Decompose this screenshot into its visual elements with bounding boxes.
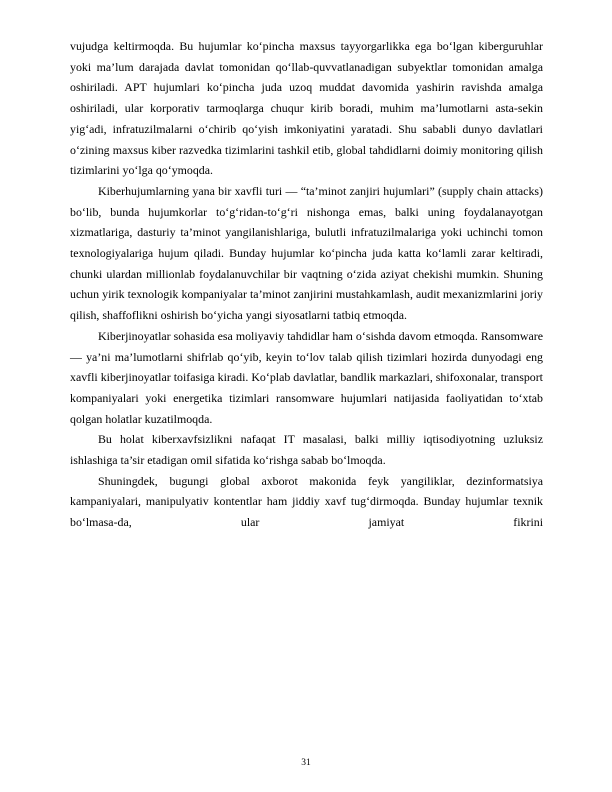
paragraph-2: Kiberhujumlarning yana bir xavfli turi — “ta’minot zanjiri hujumlari” (supply chain attacks) bo‘lib, bunda hujumkorlar to‘g‘ridan-to‘g‘ri nishonga emas, balki uning foydalanayotgan xizmatlariga, dasturiy ta’minot yangilanishlariga, bulutli infratuzilmalariga yoki uchinchi tomon texnologiyalariga hujum qiladi. Bunday hujumlar ko‘pincha juda katta ko‘lamli zarar keltiradi, chunki ulardan millionlab foydalanuvchilar bir vaqtning o‘zida aziyat chekishi mumkin. Shuning uchun yirik texnologik kompaniyalar ta’minot zanjirini mustahkamlash, audit mexanizmlarini joriy qilish, shaffoflikni oshirish bo‘yicha yangi siyosatlarni tatbiq etmoqda.	[70, 183, 543, 323]
paragraph-3: Kiberjinoyatlar sohasida esa moliyaviy tahdidlar ham o‘sishda davom etmoqda. Ransomware — ya’ni ma’lumotlarni shifrlab qo‘yib, keyin to‘lov talab qilish tizimlari hozirda dunyodagi eng xavfli kiberjinoyatlar toifasiga kiradi. Ko‘plab davlatlar, bandlik markazlari, shifoxonalar, transport kompaniyalari yoki energetika tizimlari ransomware hujumlari natijasida faoliyatidan to‘xtab qolgan holatlar kuzatilmoqda.	[70, 328, 543, 426]
page-number: 31	[301, 758, 311, 768]
paragraph-5: Shuningdek, bugungi global axborot makonida feyk yangiliklar, dezinformatsiya kampaniyalari, manipulyativ kontentlar ham jiddiy xavf tug‘dirmoqda. Bunday hujumlar texnik bo‘lmasa-da, ular jamiyat fikrini	[70, 473, 543, 530]
paragraph-4: Bu holat kiberxavfsizlikni nafaqat IT masalasi, balki milliy iqtisodiyotning uzluksiz ishlashiga ta’sir etadigan omil sifatida ko‘rishga sabab bo‘lmoqda.	[70, 432, 543, 468]
document-page	[70, 36, 543, 533]
paragraph-1: vujudga keltirmoqda. Bu hujumlar ko‘pincha maxsus tayyorgarlikka ega bo‘lgan kiberguruhlar yoki ma’lum darajada davlat tomonidan qo‘llab-quvvatlanadigan subyektlar tomonidan amalga oshiriladi. APT hujumlari ko‘pincha juda uzoq muddat davomida yashirin ravishda amalga oshiriladi, ular korporativ tarmoqlarga chuqur kirib boradi, muhim ma’lumotlarni asta-sekin yig‘adi, infratuzilmalarni o‘chirib qo‘yish imkoniyatini yaratadi. Shu sababli dunyo davlatlari o‘zining maxsus kiber razvedka tizimlarini tashkil etib, global tahdidlarni doimiy monitoring qilish tizimlarini yo‘lga qo‘ymoqda.	[70, 39, 543, 178]
